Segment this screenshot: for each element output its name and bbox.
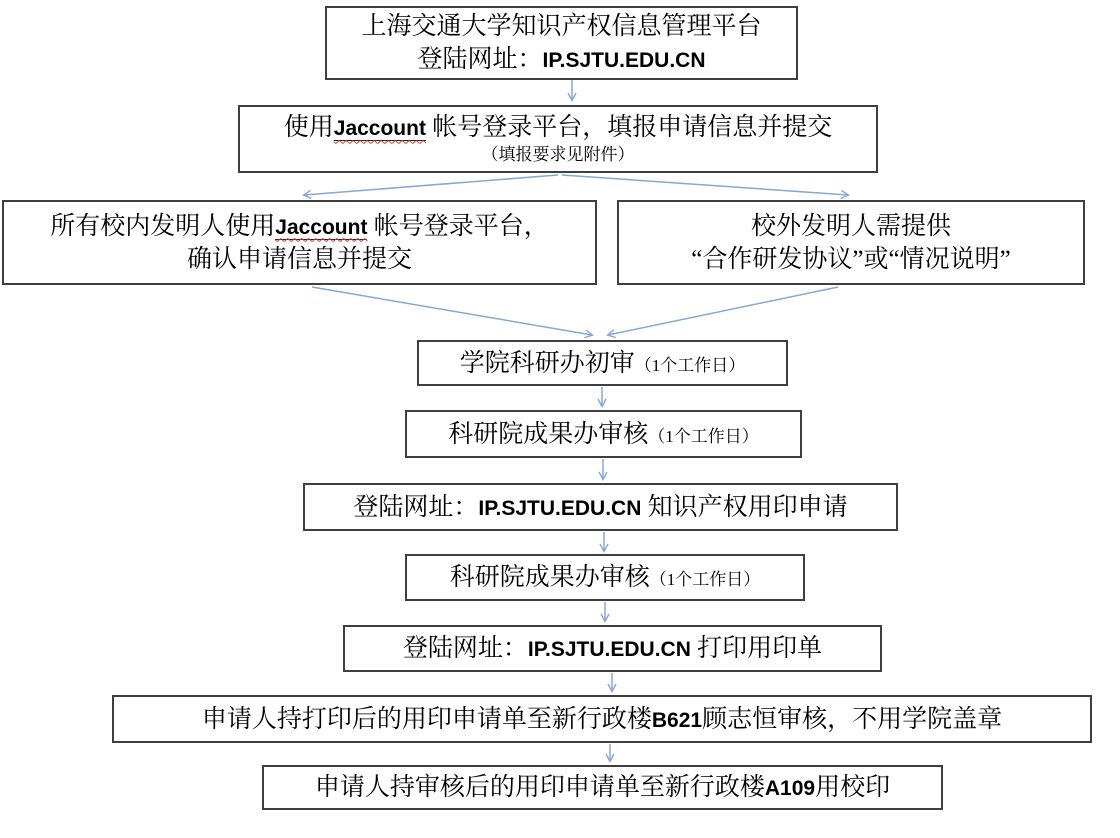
login-label: 登陆网址：	[402, 635, 528, 662]
print-form-line	[403, 632, 822, 665]
b621-pre: 申请人持打印后的用印申请单至新行政楼	[201, 705, 652, 733]
internal-pre: 所有校内发明人使用	[50, 212, 276, 240]
login-submit-note: （填报要求见附件）	[481, 145, 635, 165]
achievement-review-1-duration: （1个工作日）	[648, 426, 759, 446]
print-form-post: 打印用印单	[690, 635, 823, 662]
node-internal-inventors	[2, 200, 597, 285]
b621-post: 顾志恒审核，不用学院盖章	[702, 705, 1003, 733]
b621-room: B621	[651, 708, 703, 732]
node-print-form	[343, 625, 882, 672]
arrow-internal-to-college	[312, 287, 592, 335]
achievement-review-1-main: 科研院成果办审核	[448, 420, 649, 448]
arrow-login-to-internal	[304, 175, 558, 195]
arrow-login-to-external	[562, 175, 848, 195]
node-achievement-review-1	[405, 410, 802, 458]
arrow-external-to-college	[608, 287, 838, 335]
internal-line2: 确认申请信息并提交	[186, 245, 412, 273]
node-seal-application	[303, 483, 898, 531]
a109-room: A109	[764, 777, 816, 800]
a109-post: 用校印	[815, 774, 891, 801]
node-college-review	[417, 340, 788, 386]
internal-line1	[50, 210, 548, 243]
login-submit-pre: 使用	[283, 114, 334, 142]
login-label: 登陆网址：	[417, 46, 543, 73]
platform-url: IP.SJTU.EDU.CN	[542, 49, 706, 72]
node-platform	[325, 6, 798, 80]
college-review-duration: （1个工作日）	[634, 355, 746, 375]
login-submit-line	[284, 111, 832, 144]
seal-application-line	[353, 491, 847, 524]
jaccount-word: Jaccount	[275, 215, 368, 239]
a109-pre: 申请人持审核后的用印申请单至新行政楼	[314, 774, 765, 801]
login-label: 登陆网址：	[353, 493, 479, 521]
node-external-inventors	[617, 200, 1085, 285]
achievement-review-2-main: 科研院成果办审核	[449, 564, 650, 591]
node-achievement-review-2	[405, 554, 805, 601]
b621-review-line	[202, 703, 1002, 736]
college-review-line	[460, 347, 746, 380]
achievement-review-1-line	[448, 418, 759, 451]
internal-post: 帐号登录平台，	[367, 212, 549, 240]
jaccount-word: Jaccount	[333, 117, 426, 141]
external-line2: “合作研发协议”或“情况说明”	[691, 245, 1011, 273]
achievement-review-2-line	[450, 561, 761, 594]
node-login-submit	[238, 105, 878, 173]
seal-application-url: IP.SJTU.EDU.CN	[478, 496, 642, 520]
node-a109-seal	[262, 765, 943, 810]
platform-title: 上海交通大学知识产权信息管理平台	[361, 13, 762, 40]
print-form-url: IP.SJTU.EDU.CN	[527, 638, 691, 661]
login-submit-post: 帐号登录平台，填报申请信息并提交	[425, 114, 833, 142]
college-review-main: 学院科研办初审	[459, 349, 635, 377]
platform-url-line	[417, 43, 705, 76]
achievement-review-2-duration: （1个工作日）	[649, 570, 761, 589]
external-line1: 校外发明人需提供	[750, 212, 951, 240]
node-b621-review	[112, 695, 1092, 743]
seal-application-post: 知识产权用印申请	[641, 493, 848, 521]
a109-seal-line	[315, 771, 890, 804]
